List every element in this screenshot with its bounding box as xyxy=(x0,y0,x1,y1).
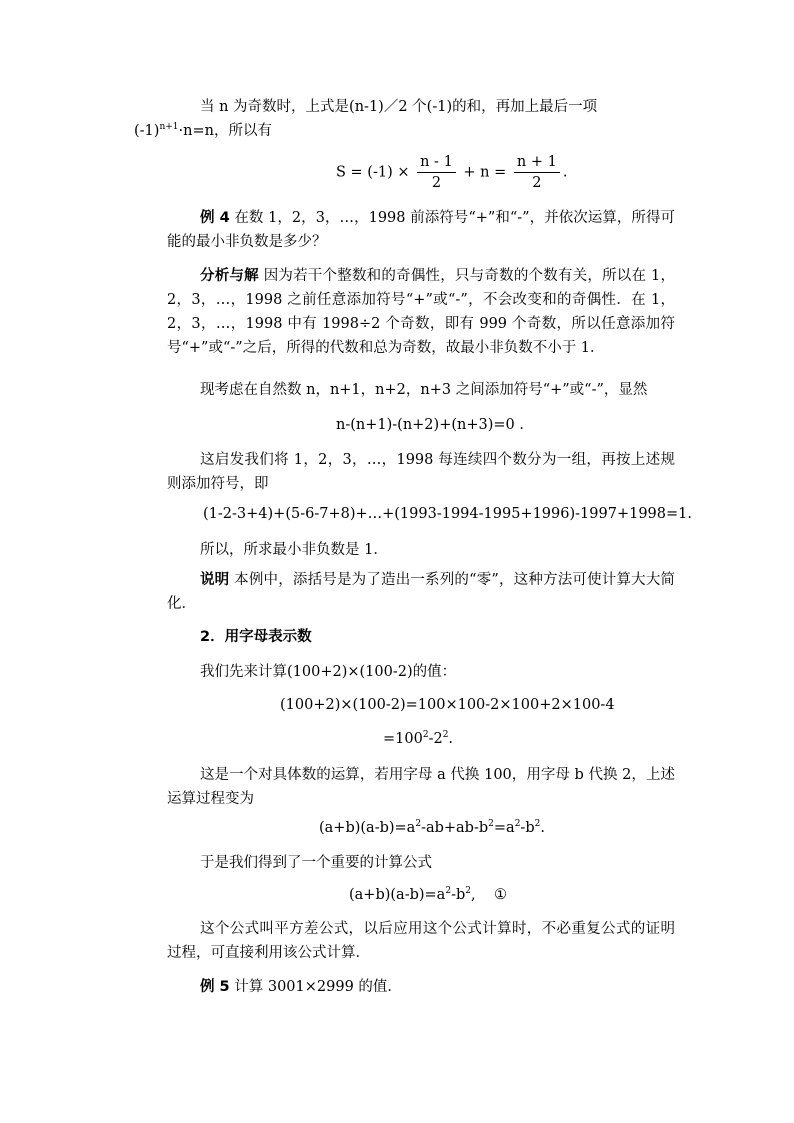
example-4: 例 4 在数 1，2，3，…，1998 前添符号“+”和“-”，并依次运算，所得可能的最小非负数是多少？ xyxy=(167,210,675,250)
difference-of-squares-paragraph: 这个公式叫平方差公式，以后应用这个公式计算时，不必重复公式的证明过程，可直接利用该公式计算． xyxy=(167,921,675,961)
fraction-n-plus-1: $\frac{n + 1}{2}$ xyxy=(514,152,560,193)
formula-s: S = (-1) × $\frac{n - 1}{2}$ + n = $\frac{n + 1}{2}$ . xyxy=(336,154,568,191)
section-2-heading: 2．用字母表示数 xyxy=(200,629,312,645)
important-paragraph: 于是我们得到了一个重要的计算公式 xyxy=(200,855,432,871)
consider-paragraph: 现考虑在自然数 n，n+1，n+2，n+3 之间添加符号“+”或“-”，显然 xyxy=(200,382,648,398)
formula-n: n-(n+1)-(n+2)+(n+3)=0 ． xyxy=(336,417,534,433)
formula-number-1: ① xyxy=(494,887,508,903)
formula-grouping: (1-2-3+4)+(5-6-7+8)+…+(1993-1994-1995+1996)-1997+1998=1. xyxy=(203,506,692,522)
odd-case-line2: $(-1)^{n+1}\cdot n=n$，所以有 xyxy=(134,122,272,139)
calc-intro: 我们先来计算(100+2)×(100-2)的值： xyxy=(200,664,457,680)
formula-calc-line1: (100+2)×(100-2)=100×100-2×100+2×100-4 xyxy=(280,697,615,713)
example-4-label: 例 4 xyxy=(200,210,230,226)
formula-difference-of-squares: $(a+b)(a-b)=a^2-b^2$, ① xyxy=(349,886,508,903)
formula-ab-expansion: $(a+b)(a-b)=a^2-ab+ab-b^2=a^2-b^2$. xyxy=(319,819,545,836)
conclusion-paragraph: 所以，所求最小非负数是 1． xyxy=(200,542,388,558)
note-paragraph: 说明 本例中，添括号是为了造出一系列的“零”，这种方法可使计算大大简化． xyxy=(167,572,676,612)
analysis-paragraph: 分析与解 因为若干个整数和的奇偶性，只与奇数的个数有关，所以在 1，2，3，…，1998 之前任意添加符号“+”或“-”，不会改变和的奇偶性．在 1，2，3，…，1998 中有 1998÷2 个奇数，即有 999 个奇数，所以任意添加符号“+”或“-”之后，所得的代数和总为奇数，故最小非负数不小于 1． xyxy=(167,268,675,356)
note-label: 说明 xyxy=(200,572,230,588)
example-5-label: 例 5 xyxy=(200,979,230,995)
fraction-n-minus-1: $\frac{n - 1}{2}$ xyxy=(417,152,456,193)
example-5: 例 5 计算 3001×2999 的值． xyxy=(200,979,402,995)
formula-calc-line2: $=100^2-2^2$. xyxy=(383,730,454,747)
analysis-label: 分析与解 xyxy=(200,268,259,284)
paragraph-odd-case: 当 n 为奇数时，上式是(n-1)／2 个(-1)的和，再加上最后一项 $(-1)^{n+1}\cdot n=n$，所以有 xyxy=(167,95,675,143)
letters-paragraph: 这是一个对具体数的运算，若用字母 a 代换 100，用字母 b 代换 2，上述运算过程变为 xyxy=(167,767,675,807)
inspire-paragraph: 这启发我们将 1，2，3，…，1998 每连续四个数分为一组，再按上述规则添加符号，即 xyxy=(167,452,675,492)
